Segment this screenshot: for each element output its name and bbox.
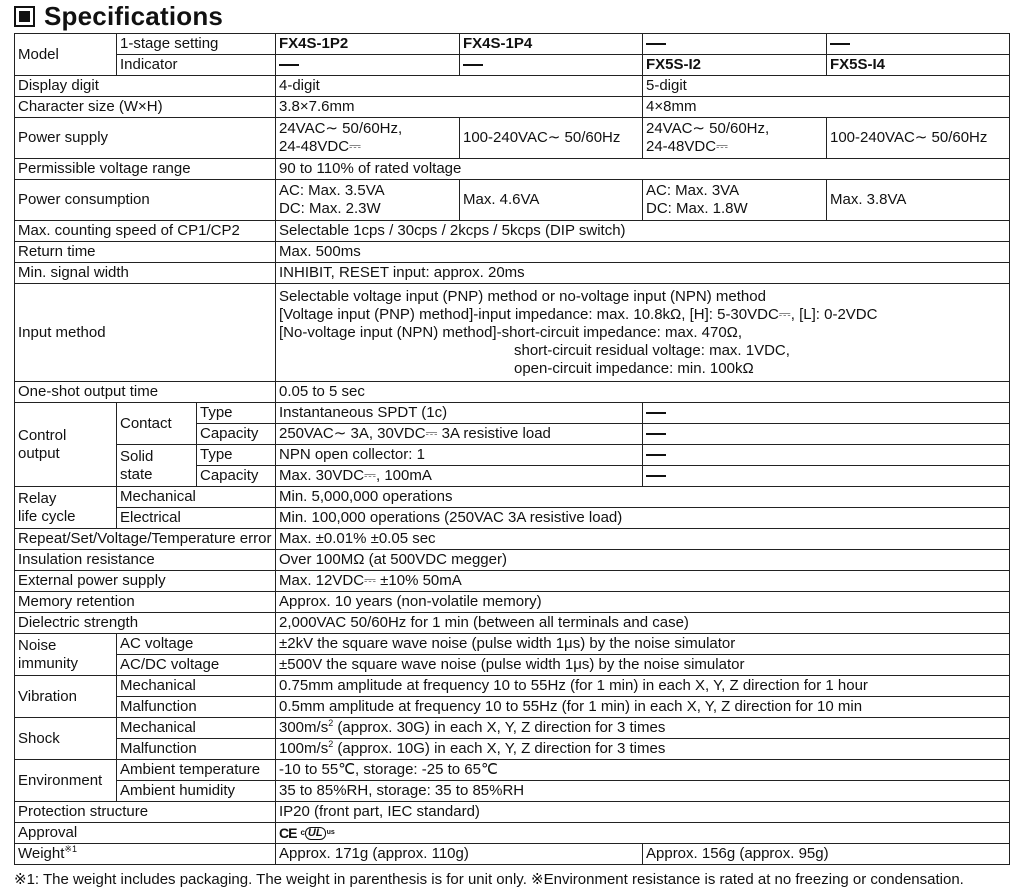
table-row — [15, 802, 1010, 823]
row-sublabel: Type — [197, 403, 276, 424]
label-line: immunity — [18, 654, 79, 672]
row-label: Power consumption — [15, 180, 276, 221]
cell-value: 100-240VAC∼ 50/60Hz — [460, 118, 643, 159]
cell-value: 0.05 to 5 sec — [276, 382, 1010, 403]
row-label: External power supply — [15, 571, 276, 592]
approval-marks — [279, 826, 335, 840]
footnote-marker: ※1 — [64, 844, 77, 854]
label-line: Relay — [18, 489, 57, 507]
table-row — [15, 592, 1010, 613]
model-name: FX5S-I2 — [643, 55, 827, 76]
dash-icon — [646, 475, 666, 477]
cell-value: -10 to 55℃, storage: -25 to 65℃ — [276, 760, 1010, 781]
model-name: FX4S-1P4 — [460, 34, 643, 55]
section-heading — [14, 0, 223, 32]
cell-value: 35 to 85%RH, storage: 35 to 85%RH — [276, 781, 1010, 802]
dash-icon — [646, 433, 666, 435]
cell-value: 3.8×7.6mm — [276, 97, 643, 118]
cell-value: 90 to 110% of rated voltage — [276, 159, 1010, 180]
row-label — [15, 844, 276, 865]
table-row — [15, 34, 1010, 55]
cell-line: 24-48VDC⎓ — [646, 138, 729, 155]
cell-line: 24VAC∼ 50/60Hz, — [279, 120, 403, 137]
cell-value: 250VAC∼ 3A, 30VDC⎓ 3A resistive load — [276, 424, 643, 445]
row-label: Power supply — [15, 118, 276, 159]
model-name: FX4S-1P2 — [276, 34, 460, 55]
label-line: Solid — [120, 447, 154, 465]
table-row — [15, 76, 1010, 97]
table-row — [15, 676, 1010, 697]
dash-icon — [279, 64, 299, 66]
label-line: state — [120, 465, 153, 483]
row-label: Model — [15, 34, 117, 76]
cell-line: Selectable voltage input (PNP) method or no-voltage input (NPN) method — [279, 287, 766, 305]
row-label: Character size (W×H) — [15, 97, 276, 118]
cell-value: Max. 12VDC⎓ ±10% 50mA — [276, 571, 1010, 592]
row-label: Memory retention — [15, 592, 276, 613]
row-sublabel: Mechanical — [117, 676, 276, 697]
page-title: Specifications — [44, 0, 224, 31]
row-label: Dielectric strength — [15, 613, 276, 634]
row-label: Min. signal width — [15, 263, 276, 284]
row-sublabel: Indicator — [117, 55, 276, 76]
shock-value-text: (approx. 30G) in each X, Y, Z direction for 3 times — [333, 719, 666, 736]
table-row — [15, 382, 1010, 403]
row-label: Approval — [15, 823, 276, 844]
cell-value: ±500V the square wave noise (pulse width 1μs) by the noise simulator — [276, 655, 1010, 676]
cell-value — [276, 823, 1010, 844]
empty-cell — [827, 34, 1010, 55]
dash-icon — [646, 454, 666, 456]
weight-label: Weight — [18, 845, 65, 862]
row-label: Input method — [15, 284, 276, 382]
row-sublabel: AC voltage — [117, 634, 276, 655]
empty-cell — [460, 55, 643, 76]
cell-value: 2,000VAC 50/60Hz for 1 min (between all terminals and case) — [276, 613, 1010, 634]
table-row — [15, 823, 1010, 844]
table-row — [15, 613, 1010, 634]
cell-value — [276, 284, 1010, 382]
table-row — [15, 760, 1010, 781]
cell-value — [643, 118, 827, 159]
cell-line: [No-voltage input (NPN) method]-short-circuit impedance: max. 470Ω, — [279, 323, 743, 341]
row-label: Permissible voltage range — [15, 159, 276, 180]
cell-value: Max. 4.6VA — [460, 180, 643, 221]
empty-cell — [643, 466, 1010, 487]
label-line: Noise — [18, 636, 57, 654]
table-row — [15, 221, 1010, 242]
row-label: Insulation resistance — [15, 550, 276, 571]
row-sublabel: Contact — [117, 403, 197, 445]
row-label: Return time — [15, 242, 276, 263]
cell-value: Selectable 1cps / 30cps / 2kcps / 5kcps (DIP switch) — [276, 221, 1010, 242]
shock-unit-exponent: 2 — [328, 718, 334, 728]
row-label: Vibration — [15, 676, 117, 718]
shock-value-number: 300 — [279, 719, 305, 736]
cell-value — [643, 180, 827, 221]
row-sublabel: Ambient temperature — [117, 760, 276, 781]
cell-value: Max. 30VDC⎓, 100mA — [276, 466, 643, 487]
cell-value: Approx. 156g (approx. 95g) — [643, 844, 1010, 865]
table-row — [15, 180, 1010, 221]
label-line: output — [18, 444, 60, 462]
row-sublabel: Ambient humidity — [117, 781, 276, 802]
row-sublabel: Mechanical — [117, 718, 276, 739]
cul-us-mark-icon — [300, 824, 334, 842]
row-sublabel — [117, 445, 197, 487]
empty-cell — [643, 403, 1010, 424]
dash-icon — [463, 64, 483, 66]
table-row — [15, 634, 1010, 655]
shock-unit-exponent: 2 — [328, 739, 334, 749]
table-row — [15, 159, 1010, 180]
cell-value — [276, 180, 460, 221]
cell-line: AC: Max. 3.5VA — [279, 182, 385, 199]
row-label: Repeat/Set/Voltage/Temperature error — [15, 529, 276, 550]
cell-value: IP20 (front part, IEC standard) — [276, 802, 1010, 823]
table-row — [15, 739, 1010, 760]
ce-mark-icon: CE — [279, 825, 297, 842]
table-row — [15, 697, 1010, 718]
table-row — [15, 781, 1010, 802]
table-row — [15, 844, 1010, 865]
cell-value: 0.75mm amplitude at frequency 10 to 55Hz (for 1 min) in each X, Y, Z direction for 1 hour — [276, 676, 1010, 697]
row-sublabel: Capacity — [197, 424, 276, 445]
cell-value: Approx. 10 years (non-volatile memory) — [276, 592, 1010, 613]
cell-value: Min. 100,000 operations (250VAC 3A resistive load) — [276, 508, 1010, 529]
cell-value — [276, 118, 460, 159]
table-row — [15, 508, 1010, 529]
empty-cell — [276, 55, 460, 76]
model-name: FX5S-I4 — [827, 55, 1010, 76]
label-line: life cycle — [18, 507, 76, 525]
cell-value: Instantaneous SPDT (1c) — [276, 403, 643, 424]
row-label: One-shot output time — [15, 382, 276, 403]
row-label: Environment — [15, 760, 117, 802]
table-row — [15, 263, 1010, 284]
dash-icon — [830, 43, 850, 45]
dash-icon — [646, 43, 666, 45]
cell-line: DC: Max. 1.8W — [646, 200, 748, 217]
table-row — [15, 487, 1010, 508]
cell-value: Max. ±0.01% ±0.05 sec — [276, 529, 1010, 550]
cell-value: 4-digit — [276, 76, 643, 97]
table-row — [15, 403, 1010, 424]
row-sublabel: 1-stage setting — [117, 34, 276, 55]
cell-value — [276, 739, 1010, 760]
row-label: Shock — [15, 718, 117, 760]
cell-value: Approx. 171g (approx. 110g) — [276, 844, 643, 865]
row-sublabel: Electrical — [117, 508, 276, 529]
cell-value: Min. 5,000,000 operations — [276, 487, 1010, 508]
cell-line: 24VAC∼ 50/60Hz, — [646, 120, 770, 137]
shock-unit: m/s — [304, 719, 329, 736]
cell-value: 5-digit — [643, 76, 1010, 97]
table-row — [15, 55, 1010, 76]
row-label — [15, 403, 117, 487]
row-label: Protection structure — [15, 802, 276, 823]
row-label: Display digit — [15, 76, 276, 97]
ul-us-text: us — [326, 829, 335, 837]
table-row — [15, 718, 1010, 739]
table-row — [15, 118, 1010, 159]
table-row — [15, 242, 1010, 263]
table-row — [15, 550, 1010, 571]
footnote: ※1: The weight includes packaging. The weight in parenthesis is for unit only. ※Environment resistance is rated at no freezing or condensation. — [14, 871, 964, 888]
cell-value: Max. 3.8VA — [827, 180, 1010, 221]
cul-c-text: c — [300, 828, 305, 838]
square-bullet-icon — [14, 6, 35, 27]
cell-line: DC: Max. 2.3W — [279, 200, 381, 217]
dash-icon — [646, 412, 666, 414]
specifications-table — [14, 33, 1010, 865]
shock-value-text: (approx. 10G) in each X, Y, Z direction for 3 times — [333, 740, 666, 757]
cell-line: open-circuit impedance: min. 100kΩ — [514, 359, 754, 377]
label-line: Control — [18, 426, 67, 444]
empty-cell — [643, 424, 1010, 445]
row-sublabel: AC/DC voltage — [117, 655, 276, 676]
row-sublabel: Type — [197, 445, 276, 466]
row-label — [15, 487, 117, 529]
cell-value: 4×8mm — [643, 97, 1010, 118]
cell-line: AC: Max. 3VA — [646, 182, 740, 199]
cell-value: NPN open collector: 1 — [276, 445, 643, 466]
cell-line: [Voltage input (PNP) method]-input impedance: max. 10.8kΩ, [H]: 5-30VDC⎓, [L]: 0-2VDC — [279, 305, 878, 323]
table-row — [15, 529, 1010, 550]
cell-value: ±2kV the square wave noise (pulse width 1μs) by the noise simulator — [276, 634, 1010, 655]
cell-line: short-circuit residual voltage: max. 1VDC, — [514, 341, 790, 359]
row-sublabel: Mechanical — [117, 487, 276, 508]
empty-cell — [643, 445, 1010, 466]
row-sublabel: Malfunction — [117, 739, 276, 760]
table-row — [15, 571, 1010, 592]
empty-cell — [643, 34, 827, 55]
shock-unit: m/s — [304, 740, 329, 757]
cell-value: Over 100MΩ (at 500VDC megger) — [276, 550, 1010, 571]
cell-line: 24-48VDC⎓ — [279, 138, 362, 155]
cell-value — [276, 718, 1010, 739]
row-label — [15, 634, 117, 676]
ul-text: UL — [305, 827, 326, 840]
table-row — [15, 655, 1010, 676]
cell-value: INHIBIT, RESET input: approx. 20ms — [276, 263, 1010, 284]
table-row — [15, 284, 1010, 382]
row-label: Max. counting speed of CP1/CP2 — [15, 221, 276, 242]
cell-value: Max. 500ms — [276, 242, 1010, 263]
table-row — [15, 445, 1010, 466]
shock-value-number: 100 — [279, 740, 305, 757]
row-sublabel: Capacity — [197, 466, 276, 487]
cell-value: 100-240VAC∼ 50/60Hz — [827, 118, 1010, 159]
cell-value: 0.5mm amplitude at frequency 10 to 55Hz (for 1 min) in each X, Y, Z direction for 10 min — [276, 697, 1010, 718]
row-sublabel: Malfunction — [117, 697, 276, 718]
table-row — [15, 97, 1010, 118]
